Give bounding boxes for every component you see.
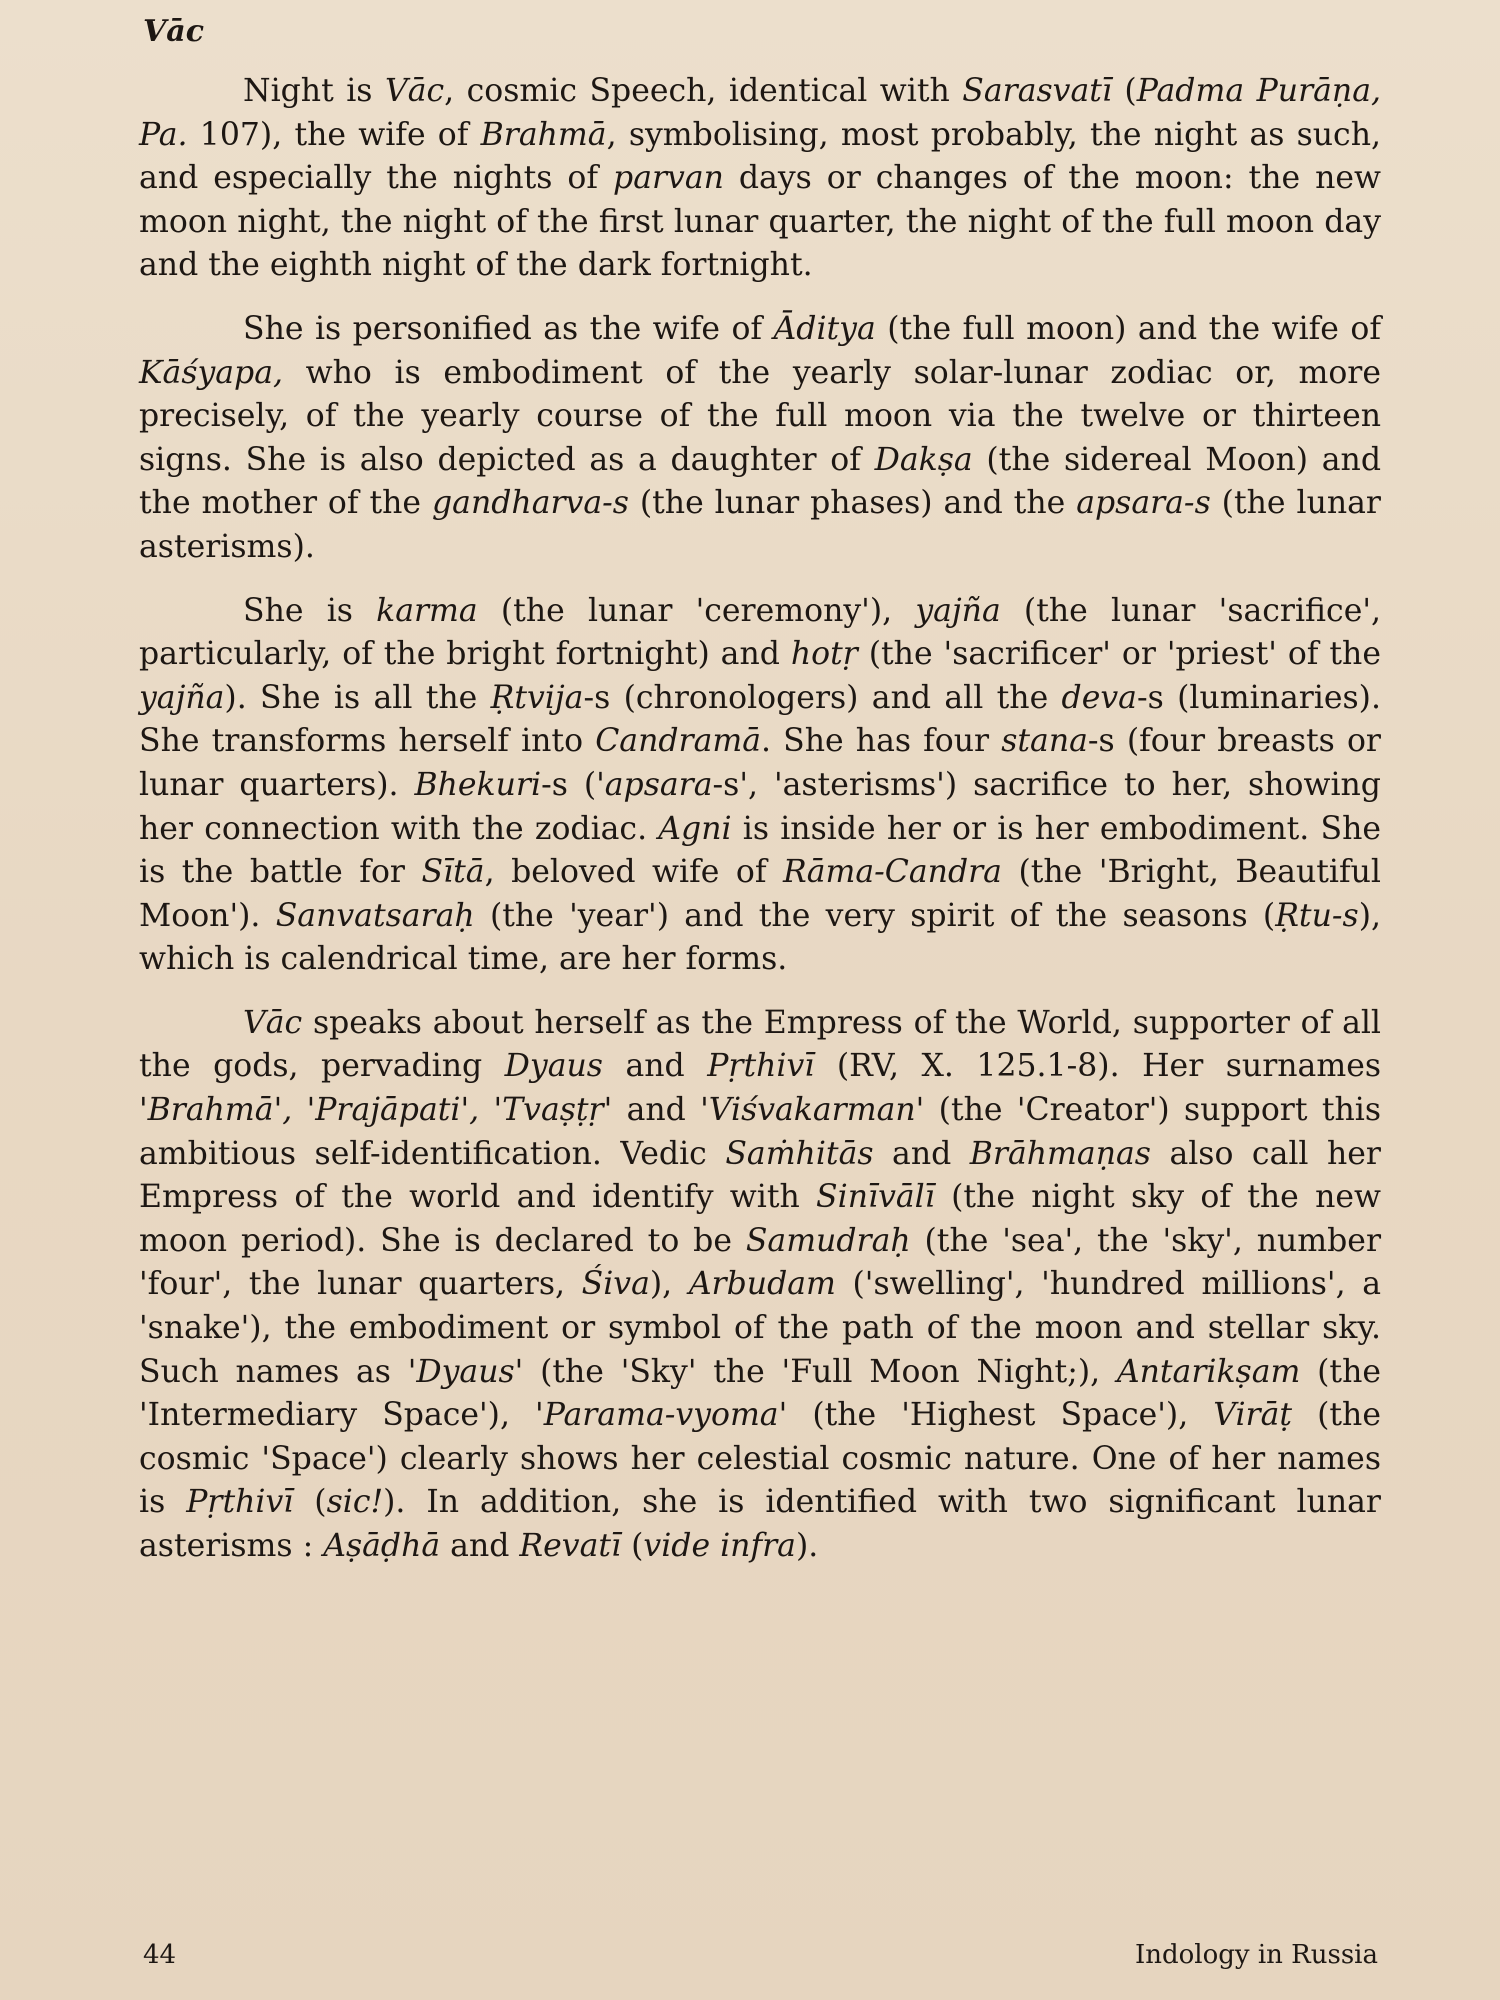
text-run: ). xyxy=(795,1528,819,1564)
text-run: ( xyxy=(621,1528,644,1564)
italic-term: Saṁhitās xyxy=(725,1135,874,1172)
italic-term: Virāṭ xyxy=(1213,1397,1293,1434)
text-run: (the 'sea', the 'sky', number 'four', the lunar quarters, xyxy=(139,1222,1382,1303)
text-run: ). She is all the xyxy=(224,679,491,716)
text-run: Night is xyxy=(243,73,385,109)
text-run: (the lunar phases) and the xyxy=(628,485,1077,522)
text-run: , symbolising, most probably, the night as such, and especially the nights of xyxy=(139,116,1382,197)
italic-term: Sītā xyxy=(421,854,485,891)
italic-term: yajña xyxy=(915,592,1001,629)
text-run: She is xyxy=(243,592,377,629)
italic-term: Brahmā xyxy=(480,116,607,153)
text-run: (the 'Bright, Beautiful Moon'). xyxy=(139,854,1381,934)
italic-term: Dakṣa xyxy=(874,441,973,478)
text-run: She is personified as the wife of xyxy=(243,310,774,347)
italic-term: yajña xyxy=(139,679,225,716)
italic-term: vide infra xyxy=(643,1528,796,1564)
italic-term: Śiva xyxy=(581,1266,650,1303)
italic-term: Sanvatsaraḥ xyxy=(275,897,475,934)
italic-term: Pṛthivī xyxy=(186,1484,294,1521)
text-run: 107), the wife of xyxy=(187,116,481,153)
text-run: , beloved wife of xyxy=(484,854,783,891)
text-run: (the 'sacrificer' or 'priest' of the xyxy=(857,636,1381,673)
text-run: -s (' xyxy=(541,766,605,803)
text-run: (the cosmic 'Space') clearly shows her celestial cosmic nature. One of her names is xyxy=(139,1397,1381,1521)
italic-term: hotṛ xyxy=(790,636,858,673)
text-run: -s (four breasts or lunar quarters). xyxy=(139,723,1381,803)
text-run: (the lunar asterisms). xyxy=(139,485,1381,565)
italic-term: Antarikṣam xyxy=(1116,1353,1301,1390)
text-run: -s (chronologers) and all the xyxy=(583,679,1062,716)
text-run: and xyxy=(602,1048,708,1085)
italic-term: Bhekuri xyxy=(414,766,542,803)
italic-term: Arbudam xyxy=(688,1266,836,1303)
text-run: (RV, X. 125.1-8). Her surnames xyxy=(814,1048,1381,1085)
italic-term: Padma Purāṇa, Pa. xyxy=(139,73,1381,153)
text-run: and xyxy=(440,1528,520,1564)
italic-term: stana xyxy=(1001,723,1088,760)
italic-term: Vāc xyxy=(384,73,445,109)
text-run: (the night sky of the new moon period). She is declared to be xyxy=(139,1179,1381,1259)
text-run: (the lunar 'sacrifice', particularly, of the bright fortnight) and xyxy=(139,592,1382,673)
text-run: ). In addition, she is identified with two significant lunar asterisms : xyxy=(139,1484,1381,1564)
text-run: (the full moon) and the wife of xyxy=(875,310,1381,347)
text-run: ), xyxy=(649,1266,689,1303)
running-header: Vāc xyxy=(143,14,204,49)
text-run: speaks about herself as the Empress of the World, supporter of all the gods, pervading xyxy=(139,1004,1381,1085)
italic-term: 'Viśvakarman' xyxy=(700,1092,925,1129)
paragraph-3 xyxy=(139,590,1381,982)
italic-term: Revatī xyxy=(519,1528,622,1564)
italic-term: Candramā xyxy=(595,723,762,760)
italic-term: deva xyxy=(1061,679,1137,716)
text-run: (the 'Sky' the 'Full Moon Night;), xyxy=(523,1353,1117,1390)
paragraph-4 xyxy=(139,1002,1381,1569)
italic-term: Āditya xyxy=(773,310,876,347)
italic-term: Ṛtu-s xyxy=(1275,897,1359,934)
italic-term: karma xyxy=(376,592,478,629)
text-run: ), which is calendrical time, are her forms. xyxy=(139,897,1381,978)
text-run: (the lunar 'ceremony'), xyxy=(477,592,916,629)
text-run: (the 'Creator') support this ambitious self-identification. Vedic xyxy=(139,1092,1382,1172)
text-run: (the 'Highest Space'), xyxy=(787,1397,1214,1434)
text-run: and xyxy=(612,1092,701,1129)
italic-term: apsara-s xyxy=(1076,485,1211,522)
italic-term: Aṣāḍhā xyxy=(323,1528,441,1564)
italic-term: Ṛtvija xyxy=(490,679,584,716)
text-run: ('swelling', 'hundred millions', a 'snake'), the embodiment or symbol of the path of the moon and stellar sky. Such names as xyxy=(139,1266,1381,1390)
text-run: . She has four xyxy=(761,723,1002,760)
italic-term: Kāśyapa, xyxy=(139,354,284,391)
text-run: and xyxy=(873,1135,970,1172)
italic-term: parvan xyxy=(613,160,724,197)
italic-term: 'Brahmā', 'Prajāpati', 'Tvaṣṭṛ' xyxy=(139,1092,613,1129)
text-run: also call her Empress of the world and identify with xyxy=(139,1135,1381,1216)
body-text xyxy=(139,70,1381,1589)
text-run: , cosmic Speech, identical with xyxy=(444,73,963,109)
italic-term: Dyaus xyxy=(504,1048,603,1085)
text-run: days or changes of the moon: the new moon night, the night of the first lunar quarter, the night of the full moon day and the eighth night of the dark fortnight. xyxy=(139,160,1382,284)
text-run: -s (luminaries). She transforms herself into xyxy=(139,679,1381,760)
italic-term: Sarasvatī xyxy=(962,73,1112,109)
italic-term: Sinīvālī xyxy=(816,1179,935,1216)
text-run: ( xyxy=(1111,73,1137,109)
text-run: is inside her or is her embodiment. She is the battle for xyxy=(139,810,1381,891)
italic-term: gandharva-s xyxy=(432,485,629,522)
paragraph-2 xyxy=(139,308,1381,570)
italic-term: 'Parama-vyoma' xyxy=(535,1397,788,1434)
text-run: ( xyxy=(293,1484,327,1521)
italic-term: Rāma-Candra xyxy=(782,854,1002,891)
italic-term: Agni xyxy=(658,810,732,847)
page-number: 44 xyxy=(143,1940,177,1970)
text-run: -s', 'asterisms') sacrifice to her, showing her connection with the zodiac. xyxy=(139,766,1381,847)
text-run: who is embodiment of the yearly solar-lunar zodiac or, more precisely, of the yearly course of the full moon via the twelve or thirteen signs. She is also depicted as a daughter of xyxy=(139,354,1381,478)
text-run: (the 'year') and the very spirit of the seasons ( xyxy=(474,897,1276,934)
text-run: (the sidereal Moon) and the mother of the xyxy=(139,441,1381,522)
italic-term: 'Dyaus' xyxy=(407,1353,524,1390)
text-run: (the 'Intermediary Space'), xyxy=(139,1353,1381,1434)
italic-term: sic! xyxy=(326,1484,384,1521)
paragraph-1 xyxy=(139,70,1381,288)
italic-term: Vāc xyxy=(243,1004,303,1041)
italic-term: Samudraḥ xyxy=(745,1222,911,1259)
italic-term: Pṛthivī xyxy=(707,1048,815,1085)
book-title: Indology in Russia xyxy=(1134,1940,1378,1970)
italic-term: Brāhmaṇas xyxy=(969,1135,1151,1172)
italic-term: apsara xyxy=(604,766,713,803)
